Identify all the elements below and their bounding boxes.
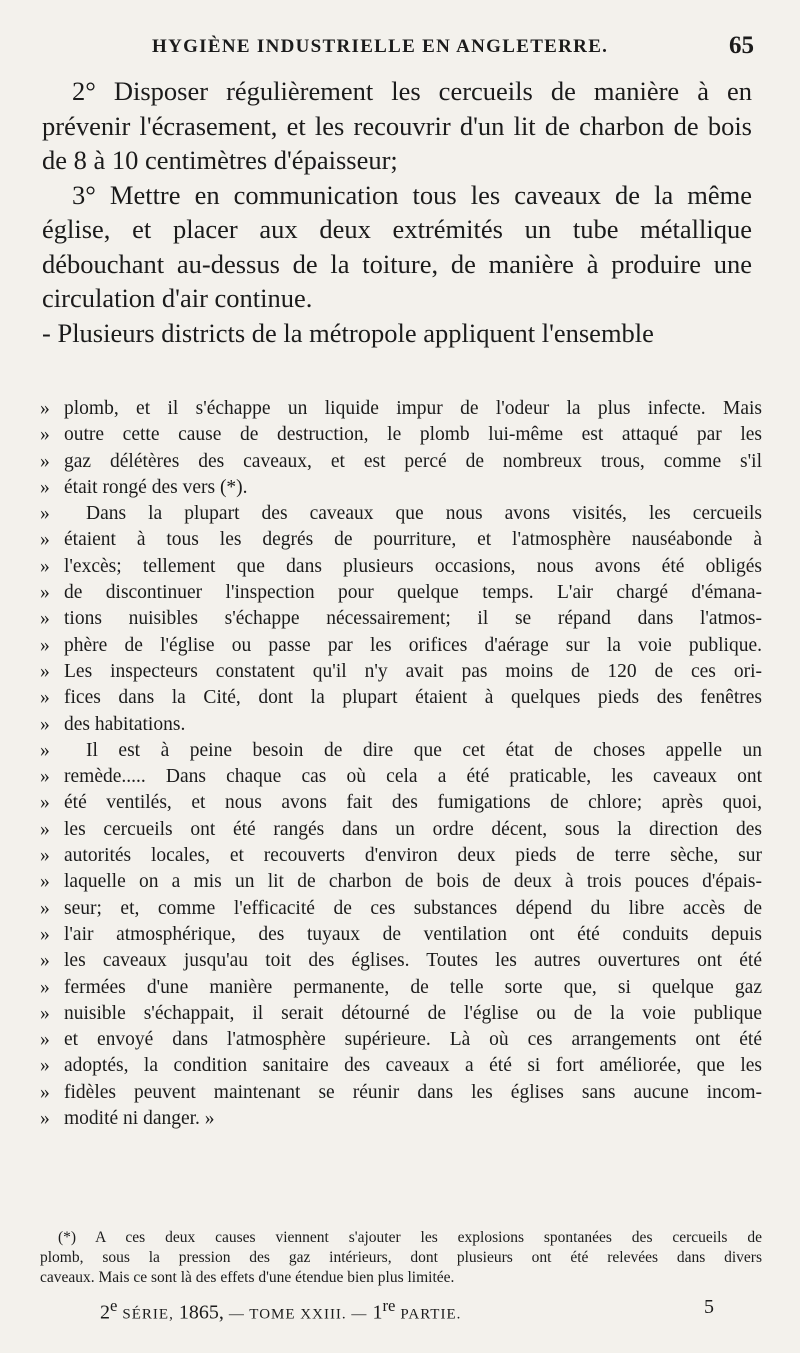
paragraph-item-3: 3° Mettre en communication tous les caveaux de la même église, et placer aux deux extrémités un tube métallique débouchant au-dessus de la toiture, de manière à produire une circulation d'air continue. bbox=[42, 179, 752, 313]
page-footer bbox=[100, 1296, 714, 1326]
series-sup: e bbox=[110, 1296, 118, 1315]
guillemet-mark: » bbox=[40, 450, 50, 472]
part-number: 1 bbox=[372, 1301, 383, 1324]
guillemet-mark: » bbox=[40, 503, 50, 525]
quote-line bbox=[40, 817, 762, 843]
quote-line bbox=[40, 764, 762, 790]
quote-line-text: fidèles peuvent maintenant se réunir dans les églises sans aucune incom- bbox=[64, 1081, 762, 1103]
quote-line-text: les caveaux jusqu'au toit des églises. Toutes les autres ouvertures ont été bbox=[64, 950, 762, 972]
guillemet-mark: » bbox=[40, 766, 50, 788]
quote-line-text: gaz délétères des caveaux, et est percé de nombreux trous, comme s'il bbox=[64, 450, 762, 472]
quote-line-text: l'excès; tellement que dans plusieurs occasions, nous avons été obligés bbox=[64, 555, 762, 577]
footnote-line: plomb, sous la pression des gaz intérieurs, dont plusieurs ont été relevées dans divers bbox=[40, 1249, 762, 1266]
quote-line-text: autorités locales, et recouverts d'environ deux pieds de terre sèche, sur bbox=[64, 845, 762, 867]
guillemet-mark: » bbox=[40, 713, 50, 735]
quote-line-text: Dans la plupart des caveaux que nous avons visités, les cercueils bbox=[86, 503, 762, 525]
running-title: HYGIÈNE INDUSTRIELLE EN ANGLETERRE. bbox=[152, 36, 609, 57]
quote-line-text: modité ni danger. » bbox=[64, 1108, 215, 1130]
quote-line-text: l'air atmosphérique, des tuyaux de ventilation ont été conduits depuis bbox=[64, 923, 762, 945]
guillemet-mark: » bbox=[40, 424, 50, 446]
quote-line bbox=[40, 1080, 762, 1106]
guillemet-mark: » bbox=[40, 529, 50, 551]
quote-line-text: laquelle on a mis un lit de charbon de bois de deux à trois pouces d'épais- bbox=[64, 871, 762, 893]
quote-line-text: tions nuisibles s'échappe nécessairement; il se répand dans l'atmos- bbox=[64, 608, 762, 630]
quote-line bbox=[40, 948, 762, 974]
series-word: SÉRIE, bbox=[122, 1306, 174, 1323]
quote-line-text: plomb, et il s'échappe un liquide impur de l'odeur la plus infecte. Mais bbox=[64, 398, 762, 419]
quoted-report bbox=[40, 396, 762, 1132]
year: 1865, bbox=[178, 1301, 224, 1324]
paragraph-districts: - Plusieurs districts de la métropole appliquent l'ensemble bbox=[42, 317, 654, 348]
quote-line bbox=[40, 1053, 762, 1079]
guillemet-mark: » bbox=[40, 1055, 50, 1077]
quote-line-text: était rongé des vers (*). bbox=[64, 476, 248, 498]
guillemet-mark: » bbox=[40, 608, 50, 630]
guillemet-mark: » bbox=[40, 1108, 50, 1130]
quote-line bbox=[40, 554, 762, 580]
guillemet-mark: » bbox=[40, 634, 50, 656]
main-text bbox=[42, 74, 752, 350]
guillemet-mark: » bbox=[40, 555, 50, 577]
guillemet-mark: » bbox=[40, 660, 50, 682]
quote-line bbox=[40, 606, 762, 632]
quote-line bbox=[40, 1001, 762, 1027]
quote-line-text: étaient à tous les degrés de pourriture, et l'atmosphère nauséabonde à bbox=[64, 529, 762, 551]
footnote-line: (*) A ces deux causes viennent s'ajouter les explosions spontanées des cercueils de bbox=[58, 1229, 762, 1246]
guillemet-mark: » bbox=[40, 976, 50, 998]
quote-line bbox=[40, 475, 762, 501]
quote-line-text: nuisible s'échappait, il serait détourné de l'église ou de la voie publique bbox=[64, 1002, 762, 1024]
quote-line bbox=[40, 843, 762, 869]
footnote-line: caveaux. Mais ce sont là des effets d'une étendue bien plus limitée. bbox=[40, 1269, 455, 1286]
guillemet-mark: » bbox=[40, 950, 50, 972]
quote-line bbox=[40, 869, 762, 895]
quote-line-text: les cercueils ont été rangés dans un ordre décent, sous la direction des bbox=[64, 818, 762, 840]
guillemet-mark: » bbox=[40, 582, 50, 604]
running-header bbox=[40, 32, 760, 72]
quote-line-text: de discontinuer l'inspection pour quelque temps. L'air chargé d'émana- bbox=[64, 582, 762, 604]
quote-line bbox=[40, 422, 762, 448]
part-word: PARTIE. bbox=[400, 1306, 462, 1323]
guillemet-mark: » bbox=[40, 739, 50, 761]
guillemet-mark: » bbox=[40, 1081, 50, 1103]
guillemet-mark: » bbox=[40, 398, 50, 419]
quote-line bbox=[40, 896, 762, 922]
quote-line-text: phère de l'église ou passe par les orifices d'aérage sur la voie publique. bbox=[64, 634, 762, 656]
quote-line-text: remède..... Dans chaque cas où cela a été praticable, les caveaux ont bbox=[64, 766, 762, 788]
quote-line-text: Les inspecteurs constatent qu'il n'y avait pas moins de 120 de ces ori- bbox=[64, 660, 762, 682]
guillemet-mark: » bbox=[40, 871, 50, 893]
quote-line-text: des habitations. bbox=[64, 713, 186, 735]
series-number: 2 bbox=[100, 1301, 110, 1324]
quote-line-text: seur; et, comme l'efficacité de ces substances dépend du libre accès de bbox=[64, 897, 762, 919]
quote-line-text: fermées d'une manière permanente, de telle sorte que, si quelque gaz bbox=[64, 976, 762, 998]
quote-line bbox=[40, 527, 762, 553]
quote-line-text: fices dans la Cité, dont la plupart étaient à quelques pieds des fenêtres bbox=[64, 687, 762, 709]
tome: — TOME XXIII. — bbox=[228, 1306, 368, 1323]
quote-line bbox=[40, 685, 762, 711]
quote-line bbox=[40, 1027, 762, 1053]
quote-line bbox=[40, 659, 762, 685]
quote-line bbox=[40, 633, 762, 659]
page-number: 65 bbox=[729, 32, 754, 59]
quote-line bbox=[40, 1106, 762, 1132]
paragraph-item-2: 2° Disposer régulièrement les cercueils de manière à en prévenir l'écrasement, et les recouvrir d'un lit de charbon de bois de 8 à 10 centimètres d'épaisseur; bbox=[42, 76, 752, 175]
quote-line bbox=[40, 580, 762, 606]
guillemet-mark: » bbox=[40, 1029, 50, 1051]
guillemet-mark: » bbox=[40, 845, 50, 867]
quote-line bbox=[40, 738, 762, 764]
quote-line-text: Il est à peine besoin de dire que cet état de choses appelle un bbox=[86, 739, 762, 761]
quote-line bbox=[40, 975, 762, 1001]
guillemet-mark: » bbox=[40, 818, 50, 840]
guillemet-mark: » bbox=[40, 476, 50, 498]
sheet-number: 5 bbox=[704, 1296, 714, 1318]
quote-line bbox=[40, 922, 762, 948]
guillemet-mark: » bbox=[40, 792, 50, 814]
quote-line bbox=[40, 790, 762, 816]
quote-line-text: outre cette cause de destruction, le plomb lui-même est attaqué par les bbox=[64, 424, 762, 446]
footnote bbox=[40, 1228, 762, 1288]
guillemet-mark: » bbox=[40, 687, 50, 709]
quote-line bbox=[40, 396, 762, 422]
quote-line bbox=[40, 449, 762, 475]
part-sup: re bbox=[382, 1296, 396, 1315]
quote-line bbox=[40, 501, 762, 527]
guillemet-mark: » bbox=[40, 897, 50, 919]
guillemet-mark: » bbox=[40, 923, 50, 945]
quote-line-text: et envoyé dans l'atmosphère supérieure. Là où ces arrangements ont été bbox=[64, 1029, 762, 1051]
printer-signature bbox=[100, 1296, 461, 1325]
quote-line bbox=[40, 712, 762, 738]
quote-line-text: adoptés, la condition sanitaire des caveaux a été si fort améliorée, que les bbox=[64, 1055, 762, 1077]
guillemet-mark: » bbox=[40, 1002, 50, 1024]
quote-line-text: été ventilés, et nous avons fait des fumigations de chlore; après quoi, bbox=[64, 792, 762, 814]
